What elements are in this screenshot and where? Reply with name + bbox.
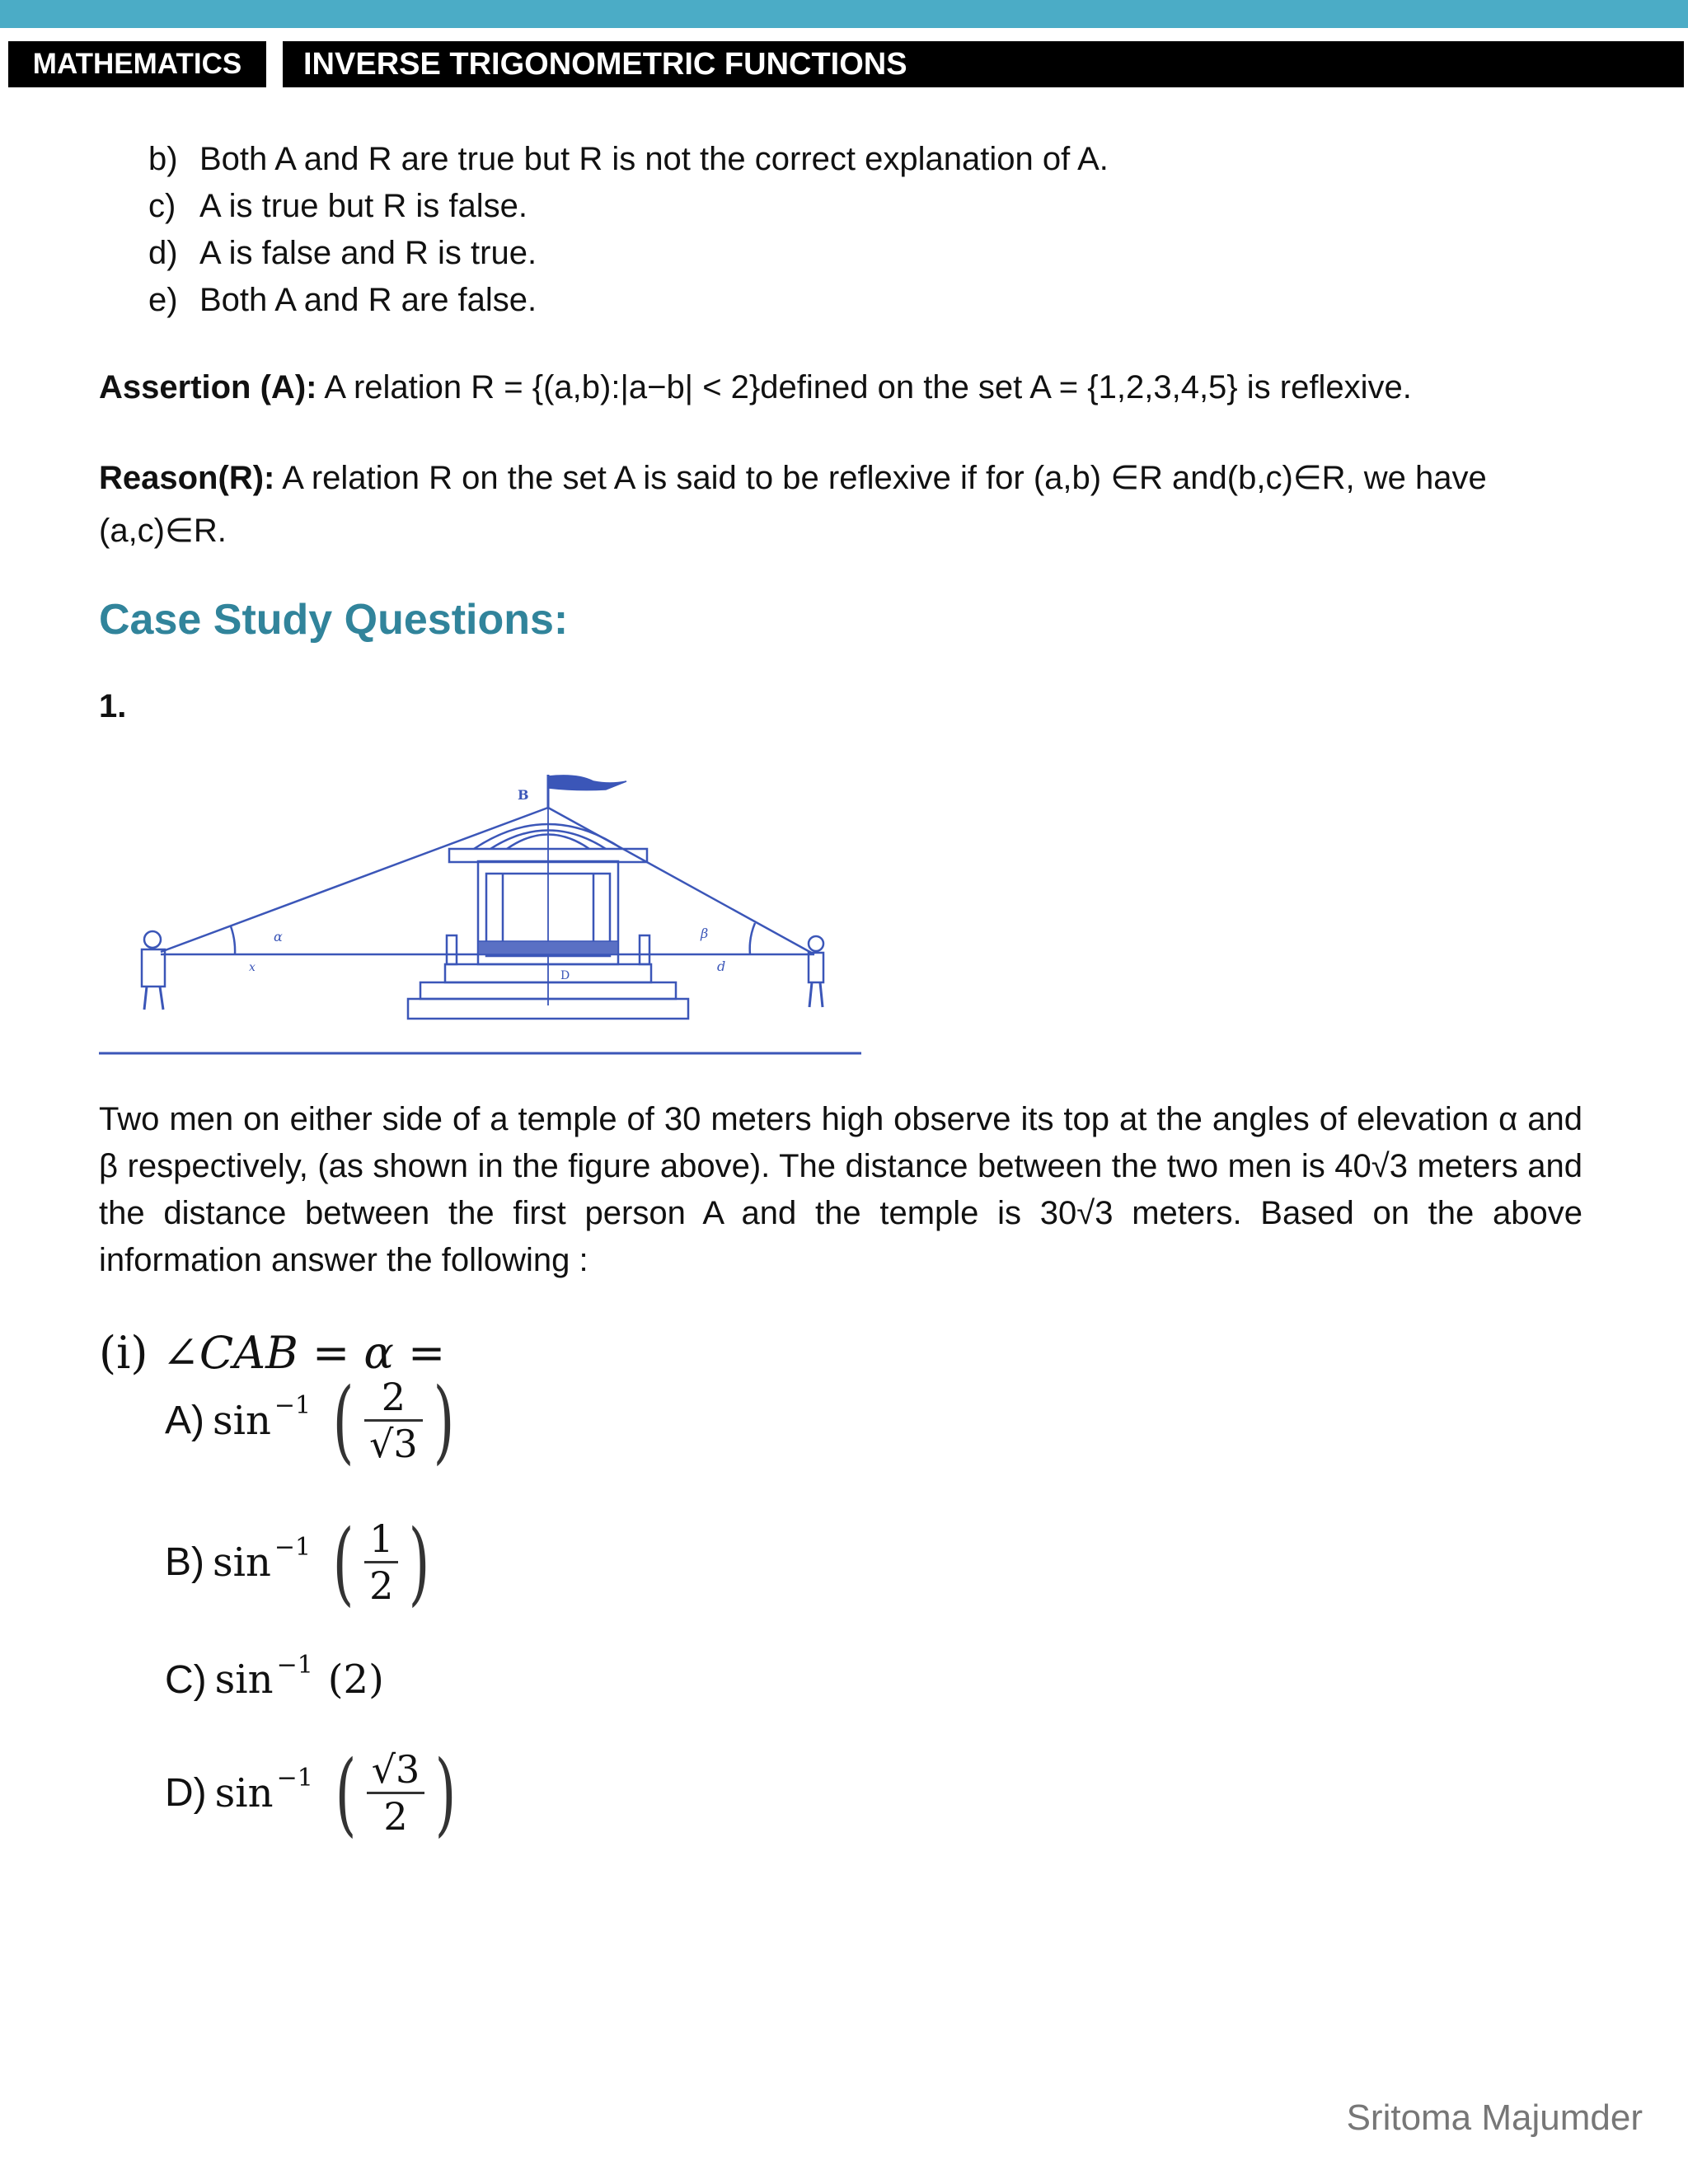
- math-option-exp: −1: [276, 1764, 313, 1793]
- math-option-label: A): [165, 1399, 204, 1442]
- option-e: [148, 277, 1109, 324]
- math-option-exp: −1: [274, 1391, 312, 1420]
- option-letter: d): [148, 235, 178, 271]
- topic-header: INVERSE TRIGONOMETRIC FUNCTIONS: [283, 41, 1684, 87]
- math-option-label: D): [165, 1771, 207, 1815]
- math-option-arg: (2): [327, 1657, 384, 1703]
- case-study-heading: Case Study Questions:: [99, 596, 569, 644]
- label-d-center: D: [560, 969, 570, 982]
- flag: [548, 776, 626, 790]
- fraction-numerator: 2: [381, 1375, 406, 1419]
- math-option-exp: −1: [276, 1650, 313, 1680]
- assertion-paragraph: [99, 361, 1582, 414]
- right-man-head: [809, 936, 823, 951]
- fraction-denominator: 2: [383, 1794, 408, 1839]
- option-text: Both A and R are false.: [199, 282, 537, 318]
- fraction-group: ( $\frac{√3}{2}$ ): [335, 1740, 457, 1846]
- question-number: 1.: [99, 688, 127, 724]
- temple-elevation-figure: [99, 766, 861, 1063]
- fraction-numerator: √3: [371, 1747, 420, 1792]
- math-option-b: [165, 1509, 437, 1615]
- sight-line-right: [548, 808, 814, 954]
- option-d: [148, 230, 1109, 277]
- reason-text: A relation R on the set A is said to be reflexive if for (a,b) ∈R and(b,c)∈R, we have (a,c)∈R.: [99, 460, 1487, 549]
- label-b: B: [518, 787, 529, 803]
- sight-line-left: [161, 808, 548, 952]
- math-option-d: [165, 1740, 463, 1846]
- math-option-fn: sin: [213, 1539, 271, 1586]
- question-stem-angle: ∠CAB: [162, 1327, 298, 1379]
- label-x: x: [249, 961, 256, 974]
- case-study-text: Two men on either side of a temple of 30 meters high observe its top at the angles of elevation α and β respectively, (as shown in the figure above). The distance between the two men is 40√3 meters and the distance between the first person A and the temple is 30√3 meters. Based on the above information answer the following :: [99, 1101, 1582, 1278]
- label-alpha: α: [274, 929, 283, 944]
- question-stem-suffix: = α =: [298, 1327, 446, 1379]
- plinth-post-left: [447, 935, 457, 964]
- option-text: A is true but R is false.: [199, 188, 528, 224]
- fraction-group: ( $\frac{1}{2}$ ): [332, 1509, 430, 1615]
- reason-paragraph: [99, 452, 1582, 557]
- fraction-group: ( $\frac{2}{√3}$ ): [332, 1367, 454, 1474]
- left-man-head: [144, 931, 161, 948]
- math-option-fn: sin: [214, 1769, 274, 1816]
- beta-arc: [750, 923, 755, 954]
- top-accent-stripe: [0, 0, 1688, 28]
- math-option-exp: −1: [274, 1533, 312, 1562]
- question-stem: [99, 1327, 445, 1379]
- math-option-label: C): [165, 1657, 207, 1702]
- fraction-denominator: √3: [369, 1422, 418, 1466]
- fraction: [367, 1747, 425, 1839]
- option-c: [148, 183, 1109, 230]
- option-b: [148, 136, 1109, 183]
- label-beta: β: [701, 926, 709, 941]
- temple-lattice-band: [478, 941, 618, 954]
- assertion-label: Assertion (A):: [99, 369, 317, 405]
- math-option-label: B): [165, 1540, 204, 1584]
- label-d: d: [717, 958, 726, 974]
- option-letter: c): [148, 188, 176, 224]
- right-man-body: [809, 953, 823, 982]
- question-stem-prefix: (i): [99, 1327, 162, 1379]
- fraction-denominator: 2: [369, 1563, 394, 1608]
- option-text: Both A and R are true but R is not the correct explanation of A.: [199, 141, 1109, 177]
- alpha-arc: [231, 926, 235, 954]
- reason-label: Reason(R):: [99, 460, 275, 496]
- math-option-a: [165, 1367, 462, 1474]
- option-letter: b): [148, 141, 178, 177]
- option-letter: e): [148, 282, 178, 318]
- subject-header: MATHEMATICS: [8, 41, 266, 87]
- fraction: [364, 1516, 398, 1608]
- math-option-fn: sin: [214, 1657, 274, 1703]
- answer-options-list: [148, 136, 1109, 324]
- math-option-fn: sin: [213, 1397, 271, 1444]
- author-credit: Sritoma Majumder: [1346, 2097, 1643, 2138]
- fraction: [364, 1375, 423, 1466]
- assertion-text: A relation R = {(a,b):|a−b| < 2}defined on the set A = {1,2,3,4,5} is reflexive.: [316, 369, 1412, 405]
- option-text: A is false and R is true.: [199, 235, 537, 271]
- plinth-post-right: [640, 935, 649, 964]
- fraction-numerator: 1: [369, 1516, 394, 1561]
- math-option-c: [165, 1650, 384, 1703]
